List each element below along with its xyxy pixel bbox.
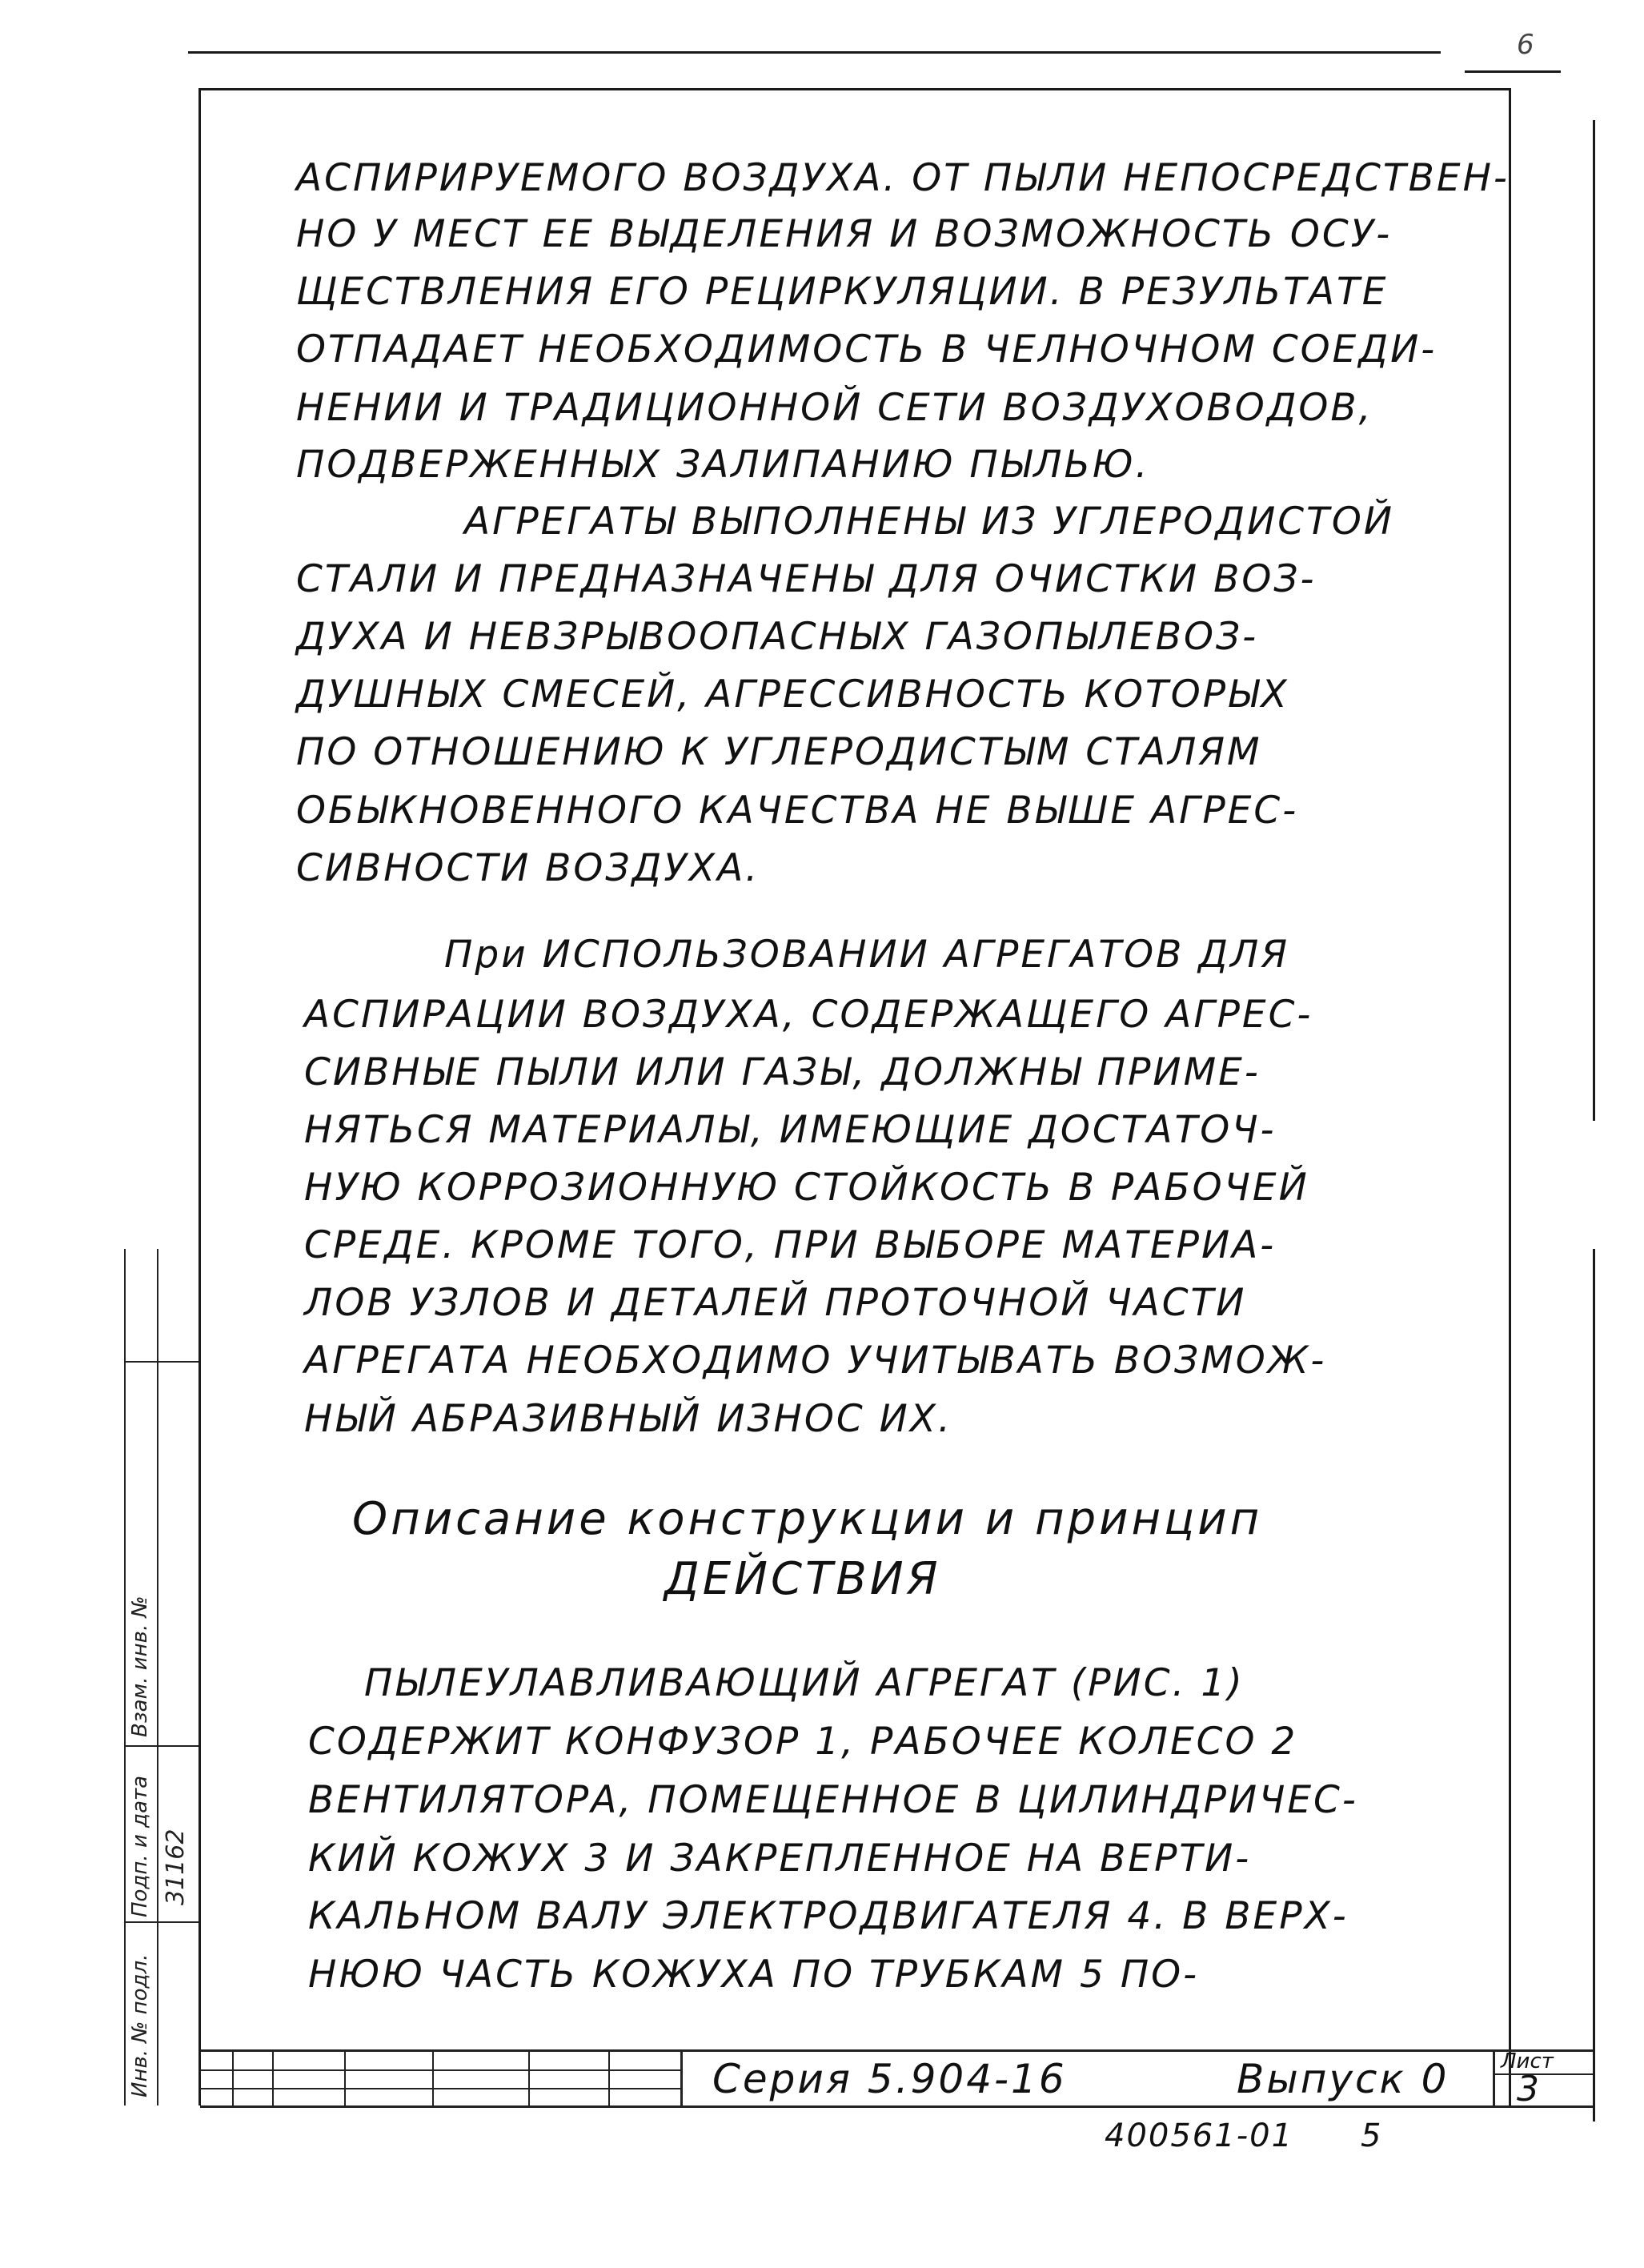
frame-right bbox=[1509, 88, 1511, 2105]
section-heading-line-1: Описание конструкции и принцип bbox=[352, 1493, 1263, 1545]
text-line: АСПИРАЦИИ ВОЗДУХА, СОДЕРЖАЩЕГО АГРЕС- bbox=[304, 993, 1313, 1037]
text-line: СИВНОСТИ ВОЗДУХА. bbox=[296, 846, 760, 890]
section-heading-line-2: ДЕЙСТВИЯ bbox=[664, 1553, 941, 1605]
sheet-cell-divider bbox=[1493, 2073, 1593, 2075]
text-line: ЩЕСТВЛЕНИЯ ЕГО РЕЦИРКУЛЯЦИИ. В РЕЗУЛЬТАТЕ bbox=[296, 270, 1389, 314]
text-line: АСПИРИРУЕМОГО ВОЗДУХА. ОТ ПЫЛИ НЕПОСРЕДСТВЕН- bbox=[296, 156, 1510, 200]
text-line: При ИСПОЛЬЗОВАНИИ АГРЕГАТОВ ДЛЯ bbox=[444, 933, 1289, 977]
page-number: 5 bbox=[1361, 2117, 1381, 2154]
stamp-signature-date-label: Подп. и дата bbox=[128, 1775, 152, 1917]
text-line: ВЕНТИЛЯТОРА, ПОМЕЩЕННОЕ В ЦИЛИНДРИЧЕС- bbox=[308, 1778, 1358, 1822]
text-line: ПОДВЕРЖЕННЫХ ЗАЛИПАНИЮ ПЫЛЬЮ. bbox=[296, 443, 1150, 487]
title-block-col bbox=[432, 2049, 434, 2105]
sheet-label: Лист bbox=[1501, 2049, 1554, 2073]
corner-mark: 6 bbox=[1517, 29, 1534, 61]
text-line: АГРЕГАТЫ ВЫПОЛНЕНЫ ИЗ УГЛЕРОДИСТОЙ bbox=[464, 500, 1394, 544]
text-line: НО У МЕСТ ЕЕ ВЫДЕЛЕНИЯ И ВОЗМОЖНОСТЬ ОСУ- bbox=[296, 212, 1393, 256]
title-block-col bbox=[344, 2049, 346, 2105]
title-block-col bbox=[272, 2049, 274, 2105]
stamp-inv-number-label: Инв. № подл. bbox=[128, 1953, 152, 2097]
text-line: ПО ОТНОШЕНИЮ К УГЛЕРОДИСТЫМ СТАЛЯМ bbox=[296, 730, 1262, 774]
text-line: ДУШНЫХ СМЕСЕЙ, АГРЕССИВНОСТЬ КОТОРЫХ bbox=[296, 672, 1289, 717]
stamp-line bbox=[124, 1361, 198, 1363]
text-line: КИЙ КОЖУХ 3 И ЗАКРЕПЛЕННОЕ НА ВЕРТИ- bbox=[308, 1836, 1252, 1881]
document-code: 400561-01 bbox=[1105, 2117, 1294, 2154]
frame-left bbox=[198, 88, 201, 2105]
title-block-col bbox=[608, 2049, 610, 2105]
stamp-replaced-inv-label: Взам. инв. № bbox=[128, 1596, 152, 1737]
text-line: ПЫЛЕУЛАВЛИВАЮЩИЙ АГРЕГАТ (РИС. 1) bbox=[364, 1661, 1245, 1705]
top-rule-right bbox=[1465, 70, 1561, 73]
text-line: ОБЫКНОВЕННОГО КАЧЕСТВА НЕ ВЫШЕ АГРЕС- bbox=[296, 789, 1299, 833]
stamp-line bbox=[124, 1249, 126, 2105]
title-block-col bbox=[680, 2049, 683, 2105]
text-line: ЛОВ УЗЛОВ И ДЕТАЛЕЙ ПРОТОЧНОЙ ЧАСТИ bbox=[304, 1281, 1247, 1325]
stamp-line bbox=[124, 1921, 198, 1923]
title-block-col bbox=[232, 2049, 234, 2105]
text-line: КАЛЬНОМ ВАЛУ ЭЛЕКТРОДВИГАТЕЛЯ 4. В ВЕРХ- bbox=[308, 1894, 1349, 1938]
title-block-top bbox=[200, 2049, 1593, 2052]
text-line: НЮЮ ЧАСТЬ КОЖУХА ПО ТРУБКАМ 5 ПО- bbox=[308, 1953, 1200, 1997]
frame-top bbox=[198, 88, 1511, 90]
stamp-date-value: 31162 bbox=[162, 1828, 190, 1905]
title-block-bottom bbox=[200, 2105, 1593, 2108]
text-line: ДУХА И НЕВЗРЫВООПАСНЫХ ГАЗОПЫЛЕВОЗ- bbox=[296, 615, 1259, 659]
text-line: ОТПАДАЕТ НЕОБХОДИМОСТЬ В ЧЕЛНОЧНОМ СОЕДИ- bbox=[296, 327, 1437, 371]
top-rule bbox=[188, 51, 1441, 54]
frame-right-outer bbox=[1593, 120, 1595, 1121]
text-line: НУЮ КОРРОЗИОННУЮ СТОЙКОСТЬ В РАБОЧЕЙ bbox=[304, 1166, 1309, 1210]
text-line: СТАЛИ И ПРЕДНАЗНАЧЕНЫ ДЛЯ ОЧИСТКИ ВОЗ- bbox=[296, 557, 1317, 601]
series-label: Серия 5.904-16 bbox=[712, 2056, 1067, 2102]
text-line: СИВНЫЕ ПЫЛИ ИЛИ ГАЗЫ, ДОЛЖНЫ ПРИМЕ- bbox=[304, 1050, 1261, 1094]
title-block-col bbox=[528, 2049, 530, 2105]
sheet-cell-left bbox=[1493, 2049, 1495, 2105]
text-line: СРЕДЕ. КРОМЕ ТОГО, ПРИ ВЫБОРЕ МАТЕРИА- bbox=[304, 1223, 1277, 1267]
text-line: НЯТЬСЯ МАТЕРИАЛЫ, ИМЕЮЩИЕ ДОСТАТОЧ- bbox=[304, 1108, 1277, 1152]
text-line: НЫЙ АБРАЗИВНЫЙ ИЗНОС ИХ. bbox=[304, 1397, 952, 1441]
sheet-number: 3 bbox=[1517, 2069, 1539, 2109]
stamp-line bbox=[124, 1745, 198, 1747]
text-line: СОДЕРЖИТ КОНФУЗОР 1, РАБОЧЕЕ КОЛЕСО 2 bbox=[308, 1720, 1298, 1764]
text-line: АГРЕГАТА НЕОБХОДИМО УЧИТЫВАТЬ ВОЗМОЖ- bbox=[304, 1339, 1327, 1383]
issue-label: Выпуск 0 bbox=[1237, 2056, 1450, 2102]
text-line: НЕНИИ И ТРАДИЦИОННОЙ СЕТИ ВОЗДУХОВОДОВ, bbox=[296, 386, 1373, 430]
frame-right-outer-lower bbox=[1593, 1249, 1595, 2121]
stamp-line bbox=[157, 1249, 158, 2105]
